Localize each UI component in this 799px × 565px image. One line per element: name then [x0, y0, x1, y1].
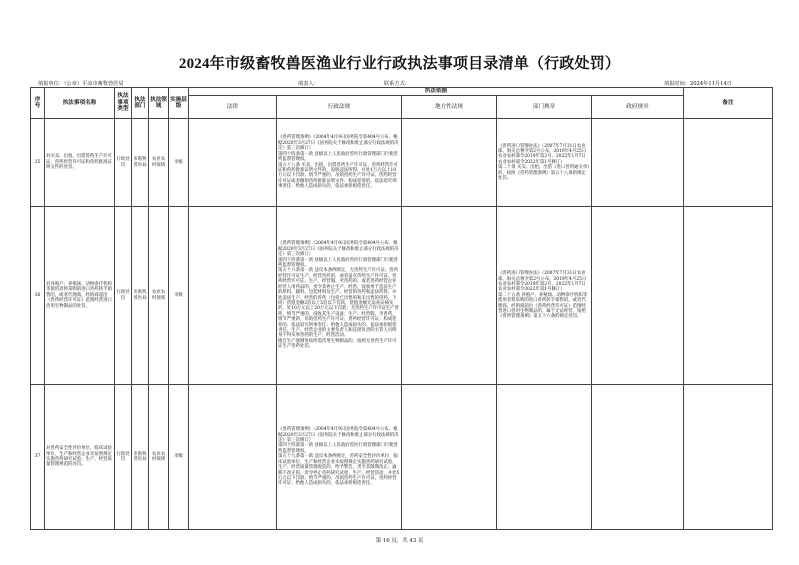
- header-name: 执法事项名称: [45, 88, 115, 119]
- row-remark: [684, 385, 773, 530]
- row-name: 对买卖、出租、出借兽药生产许可证、兽药经营许可证和兽药批准证明文件的处罚。: [45, 119, 115, 207]
- row-gov-rule: [592, 385, 684, 530]
- row-law: [189, 119, 277, 207]
- filler: 填表人：: [298, 81, 319, 87]
- dept-rule-para: 第二十条 买卖、出租、出借《进口兽药通关单》的，按照《兽药管理条例》第五十八条的规定处罚。: [498, 165, 590, 182]
- row-admin-reg: [277, 119, 402, 207]
- admin-reg-para: 《兽药管理条例》（2004年4月9日国务院令第404号公布，根据2020年3月27日《国务院关于修改和废止部分行政法规的决定》第三次修订）: [278, 427, 399, 444]
- header-dept-rule: 部门规章: [497, 96, 592, 119]
- header-law: 法律: [189, 96, 277, 119]
- row-local-reg: [402, 385, 497, 530]
- row-seq: 35: [31, 119, 45, 207]
- header-dept: 执法部门: [132, 88, 149, 119]
- row-admin-reg: [277, 385, 402, 530]
- enforcement-table: [30, 87, 773, 530]
- dept-rule-para: 第二十五条 养殖户、养殖场、动物诊疗机构等使用者将采购的进口兽药转手销售的，或者代理商、经销商超出《兽药经营许可证》范围经营进口兽用生物制品的，属于无证经营，按照《兽药管理条例》第五十六条的规定处罚。: [498, 292, 588, 320]
- row-dept-rule: [497, 385, 592, 530]
- row-local-reg: [402, 119, 497, 207]
- row-seq: 36: [31, 207, 45, 385]
- row-remark: [684, 119, 773, 207]
- page-footer: 第 16 页，共 43 页: [375, 538, 424, 544]
- header-remark: 备注: [684, 88, 773, 119]
- row-admin-reg: [277, 207, 402, 385]
- header-level: 实施层级: [169, 88, 189, 119]
- contact: 联系方式：: [384, 81, 410, 87]
- row-dept: 市畜牧兽医局: [132, 385, 149, 530]
- admin-reg-para: 第五十六条第一款 违反本条例规定，无兽药生产许可证、兽药经营许可证生产、经营兽药的，或者虽有兽药生产许可证、兽药经营许可证，生产、经营假、劣兽药的，或者兽药经营企业经营人用药品的，责令其停止生产、经营，没收用于违法生产的原料、辅料、包装材料及生产、经营的兽药和违法所得，并处违法生产、经营的兽药（包括已出售的和未出售的兽药，下同）货值金额2倍以上5倍以下罚款，货值金额无法查证核实的，处10万元以上20万元以下罚款；无兽药生产许可证生产兽药，情节严重的，没收其生产设备；生产、经营假、劣兽药，情节严重的，吊销兽药生产许可证、兽药经营许可证；构成犯罪的，依法追究刑事责任；给他人造成损失的，依法承担赔偿责任。生产、经营企业的主要负责人和直接负责的主管人员终身不得从事兽药的生产、经营活动。: [278, 268, 399, 339]
- admin-reg-para: 第四十四条第一款 县级以上人民政府兽医行政管理部门行使兽药监督管理权。: [278, 257, 398, 269]
- row-dept: 市畜牧兽医局: [132, 207, 149, 385]
- page-title: 2024年市级畜牧兽医渔业行业行政执法事项目录清单（行政处罚）: [178, 56, 621, 72]
- header-admin-reg: 行政法规: [277, 96, 402, 119]
- row-name: 对养殖户、养殖场、动物诊疗机构等使用者将采购的进口兽药转手销售的，或者代理商、经销商超出《兽药经营许可证》范围经营进口兽用生物制品的处罚。: [45, 207, 115, 385]
- header-local-reg: 地方性法规: [402, 96, 497, 119]
- admin-reg-para: 《兽药管理条例》（2004年4月9日国务院令第404号公布，根据2020年3月27日《国务院关于修改和废止部分行政法规的决定》第三次修订）: [278, 241, 399, 258]
- fill-unit: 填报单位：（公章）平凉市畜牧兽医局: [38, 81, 124, 87]
- admin-reg-para: 《兽药管理条例》（2004年4月9日国务院令第404号公布，根据2020年3月27日《国务院关于修改和废止部分行政法规的决定》第三次修订）: [278, 135, 399, 152]
- admin-reg-para: 擅自生产强制免疫所需兽用生物制品的，按照无兽药生产许可证生产兽药处罚。: [278, 338, 397, 350]
- row-local-reg: [402, 207, 497, 385]
- row-level: 市级: [169, 385, 189, 530]
- table-row: [31, 207, 773, 385]
- row-gov-rule: [592, 207, 684, 385]
- row-type: 行政处罚: [115, 119, 132, 207]
- row-seq: 37: [31, 385, 45, 530]
- row-law: [189, 385, 277, 530]
- row-dept-rule: [497, 207, 592, 385]
- admin-reg-para: 第五十九条第一款 违反本条例规定，兽药安全性评价单位、临床试验单位、生产和经营企业未按照规定实施兽药研究试验、生产、经营质量管理规范的，给予警告，责令其限期改正；逾期不改正的，责令停止兽药研究试验、生产、经营活动，并处5万元以下罚款；情节严重的，吊销兽药生产许可证、兽药经营许可证；给他人造成损失的，依法承担赔偿责任。: [278, 454, 400, 487]
- fill-date: 填报时间：2024年11月14日: [664, 81, 732, 87]
- admin-reg-para: 第四十四条第一款 县级以上人民政府兽医行政管理部门行使兽药监督管理权。: [278, 151, 398, 163]
- row-type: 行政处罚: [115, 385, 132, 530]
- header-basis: 执法依据: [189, 88, 684, 96]
- admin-reg-para: 第五十八条 买卖、出租、出借兽药生产许可证、兽药经营许可证和兽药批准证明文件的，没收违法所得，并处1万元以上10万元以下罚款；情节严重的，吊销兽药生产许可证、兽药经营许可证或者撤销兽药批准证明文件；构成犯罪的，依法追究刑事责任；给他人造成损失的，依法承担赔偿责任。: [278, 162, 398, 190]
- table-row: [31, 385, 773, 530]
- admin-reg-para: 第四十四条第一款 县级以上人民政府兽医行政管理部门行使兽药监督管理权。: [278, 443, 398, 454]
- row-law: [189, 207, 277, 385]
- row-domain: 农业农村领域: [149, 119, 169, 207]
- row-name: 对兽药安全性评价单位、临床试验单位、生产和经营企业未按照规定实施兽药研究试验、生产、经营质量管理规范的处罚。: [45, 385, 115, 530]
- row-dept: 市畜牧兽医局: [132, 119, 149, 207]
- table-row: [31, 119, 773, 207]
- dept-rule-para: 《兽药进口管理办法》（2007年7月31日农业部、海关总署令第2号公布，2019年4月25日农业农村部令2019年第2号、2022年1月7日农业农村部令2022年第1号修订）: [498, 271, 587, 293]
- dept-rule-para: 《兽药进口管理办法》（2007年7月31日农业部、海关总署令第2号公布，2019年4月25日农业农村部令2019年第2号、2022年1月7日农业农村部令2022年第1号修订）: [498, 143, 587, 165]
- header-seq: 序号: [31, 88, 45, 119]
- row-domain: 农业农村领域: [149, 385, 169, 530]
- row-dept-rule: [497, 119, 592, 207]
- row-domain: 农业农村领域: [149, 207, 169, 385]
- header-gov-rule: 政府规章: [592, 96, 684, 119]
- row-type: 行政处罚: [115, 207, 132, 385]
- row-level: 市级: [169, 207, 189, 385]
- row-gov-rule: [592, 119, 684, 207]
- header-type: 执法事项类型: [115, 88, 132, 119]
- row-remark: [684, 207, 773, 385]
- row-level: 市级: [169, 119, 189, 207]
- header-domain: 执法领域: [149, 88, 169, 119]
